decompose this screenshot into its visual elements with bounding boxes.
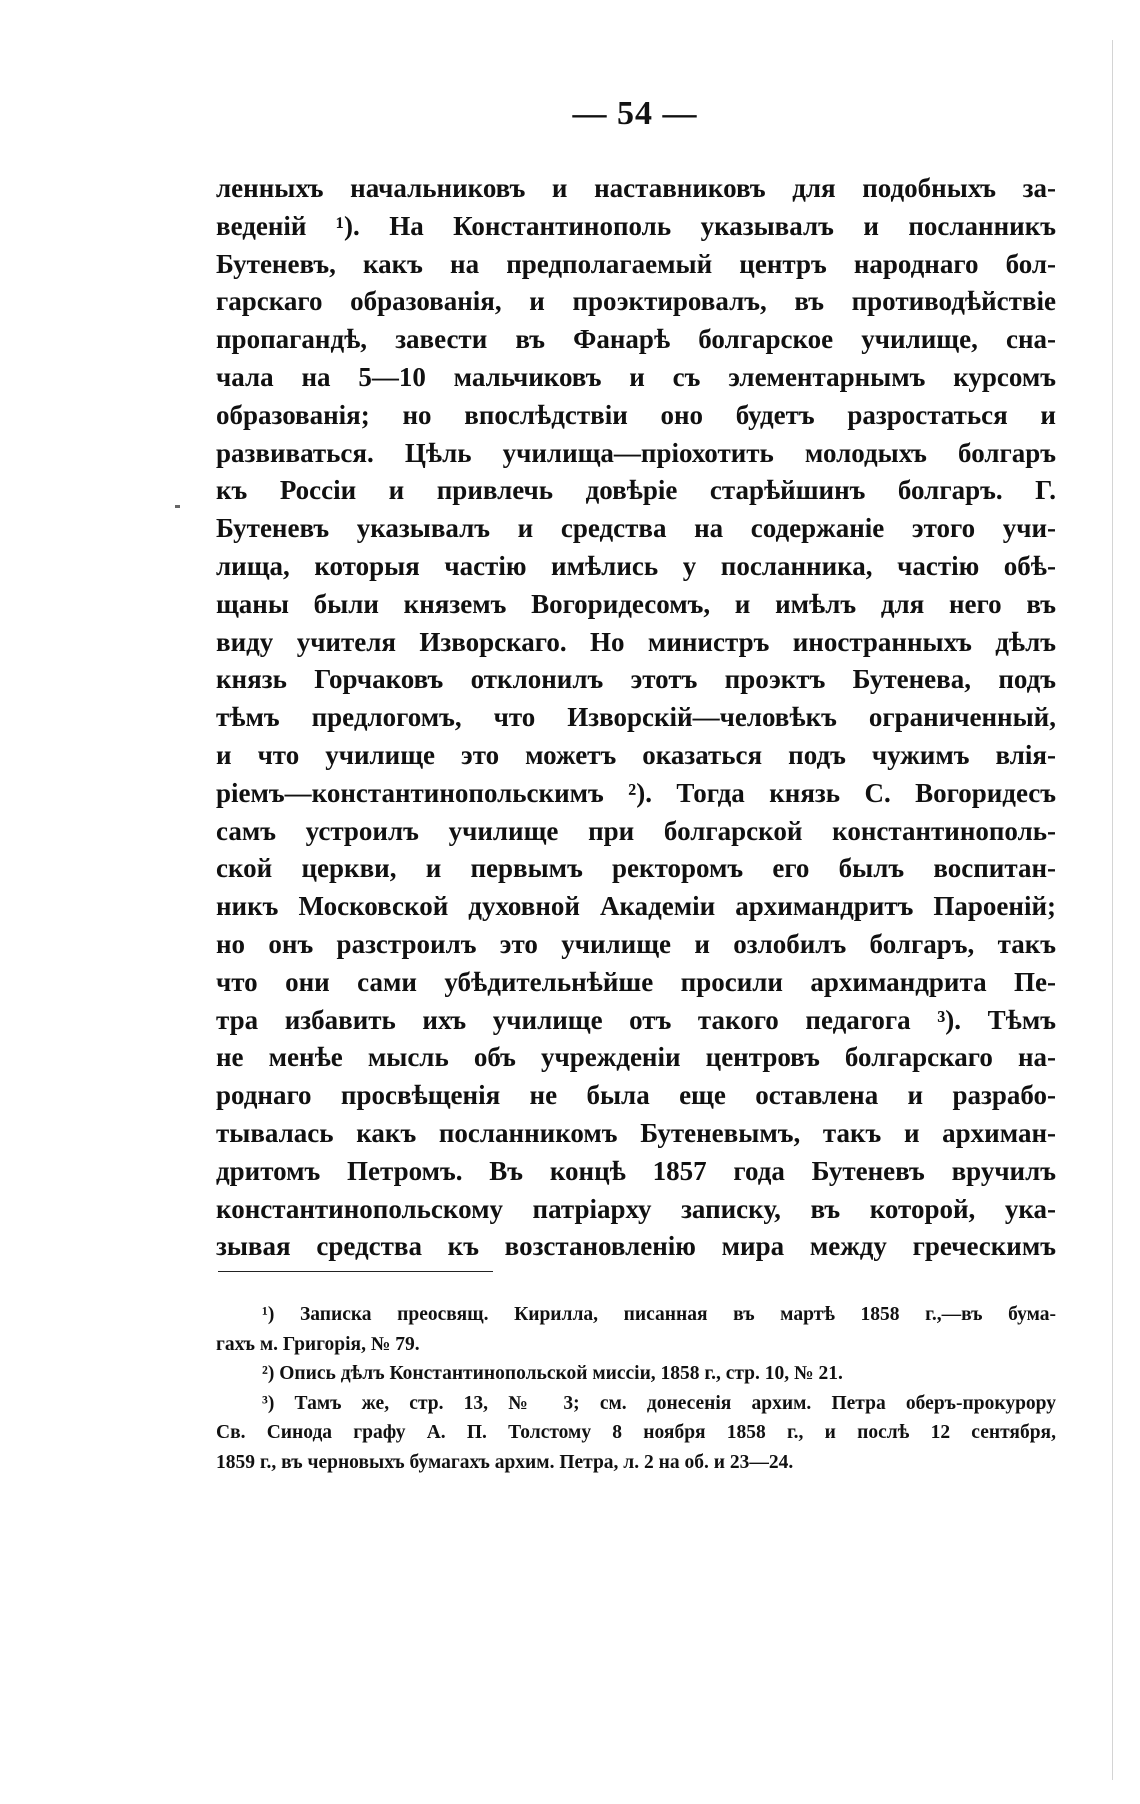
footnote-line: ³) Тамъ же, стр. 13, № 3; см. донесенія архим. Петра оберъ-прокурору (262, 1392, 1056, 1414)
body-line: образованія; но впослѣдствіи оно будетъ разростаться и (216, 399, 1056, 430)
footnote-line: ²) Опись дѣлъ Константинопольской миссіи, 1858 г., стр. 10, № 21. (262, 1363, 843, 1384)
footnote-line: ¹) Записка преосвящ. Кирилла, писанная въ мартѣ 1858 г.,—въ бума- (262, 1304, 1056, 1325)
body-line: тывалась какъ посланникомъ Бутеневымъ, такъ и архиман- (216, 1117, 1056, 1148)
body-line: лища, которыя частію имѣлись у посланника, частію обѣ- (216, 550, 1056, 581)
body-line: зывая средства къ возстановленію мира между греческимъ (216, 1231, 1056, 1262)
body-line: не менѣе мысль объ учрежденіи центровъ болгарскаго на- (216, 1042, 1056, 1073)
body-line: тѣмъ предлогомъ, что Изворскій—человѣкъ ограниченный, (216, 702, 1056, 733)
body-line: развиваться. Цѣль училища—пріохотить молодыхъ болгаръ (216, 437, 1056, 468)
body-line: самъ устроилъ училище при болгарской константинополь- (216, 815, 1056, 846)
body-line: но онъ разстроилъ это училище и озлобилъ болгаръ, такъ (216, 928, 1056, 959)
body-line: Бутеневъ указывалъ и средства на содержаніе этого учи- (216, 513, 1056, 544)
body-text (216, 170, 1056, 1266)
body-line: виду учителя Изворскаго. Но министръ иностранныхъ дѣлъ (216, 626, 1056, 657)
footnotes (216, 1300, 1056, 1477)
body-line: никъ Московской духовной Академіи архимандритъ Пароеній; (216, 891, 1056, 922)
body-line: къ Россіи и привлечь довѣріе старѣйшинъ болгаръ. Г. (216, 475, 1056, 506)
footnote-line: 1859 г., въ черновыхъ бумагахъ архим. Петра, л. 2 на об. и 23—24. (216, 1451, 794, 1473)
body-line: ленныхъ начальниковъ и наставниковъ для подобныхъ за- (216, 173, 1056, 203)
footnote-line: гахъ м. Григорія, № 79. (216, 1333, 420, 1355)
body-line: дритомъ Петромъ. Въ концѣ 1857 года Бутеневъ вручилъ (216, 1155, 1056, 1186)
body-line: чала на 5—10 мальчиковъ и съ элементарнымъ курсомъ (216, 361, 1056, 392)
margin-mark (175, 505, 180, 508)
body-line: ской церкви, и первымъ ректоромъ его былъ воспитан- (216, 853, 1056, 884)
body-line: князь Горчаковъ отклонилъ этотъ проэктъ Бутенева, подъ (216, 664, 1056, 695)
body-line: роднаго просвѣщенія не была еще оставлена и разрабо- (216, 1080, 1056, 1111)
body-line: Бутеневъ, какъ на предполагаемый центръ народнаго бол- (216, 248, 1056, 279)
body-line: ріемъ—константинопольскимъ ²). Тогда князь С. Вогоридесъ (216, 777, 1056, 808)
body-line: что они сами убѣдительнѣйше просили архимандрита Пе- (216, 966, 1056, 997)
footnote-line: Св. Синода графу А. П. Толстому 8 ноября 1858 г., и послѣ 12 сентября, (216, 1422, 1056, 1443)
scan-edge-line (1112, 40, 1113, 1780)
body-line: гарскаго образованія, и проэктировалъ, въ противодѣйствіе (216, 286, 1056, 317)
body-line: пропагандѣ, завести въ Фанарѣ болгарское училище, сна- (216, 324, 1056, 355)
page-number: — 54 — (572, 95, 698, 132)
body-line: веденій ¹). На Константинополь указывалъ и посланникъ (216, 210, 1056, 241)
footnote-separator (218, 1271, 493, 1272)
body-line: тра избавить ихъ училище отъ такого педагога ³). Тѣмъ (216, 1004, 1056, 1035)
body-line: щаны были княземъ Вогоридесомъ, и имѣлъ для него въ (216, 588, 1056, 619)
body-line: и что училище это можетъ оказаться подъ чужимъ влія- (216, 739, 1056, 770)
body-line: константинопольскому патріарху записку, въ которой, ука- (216, 1193, 1056, 1224)
